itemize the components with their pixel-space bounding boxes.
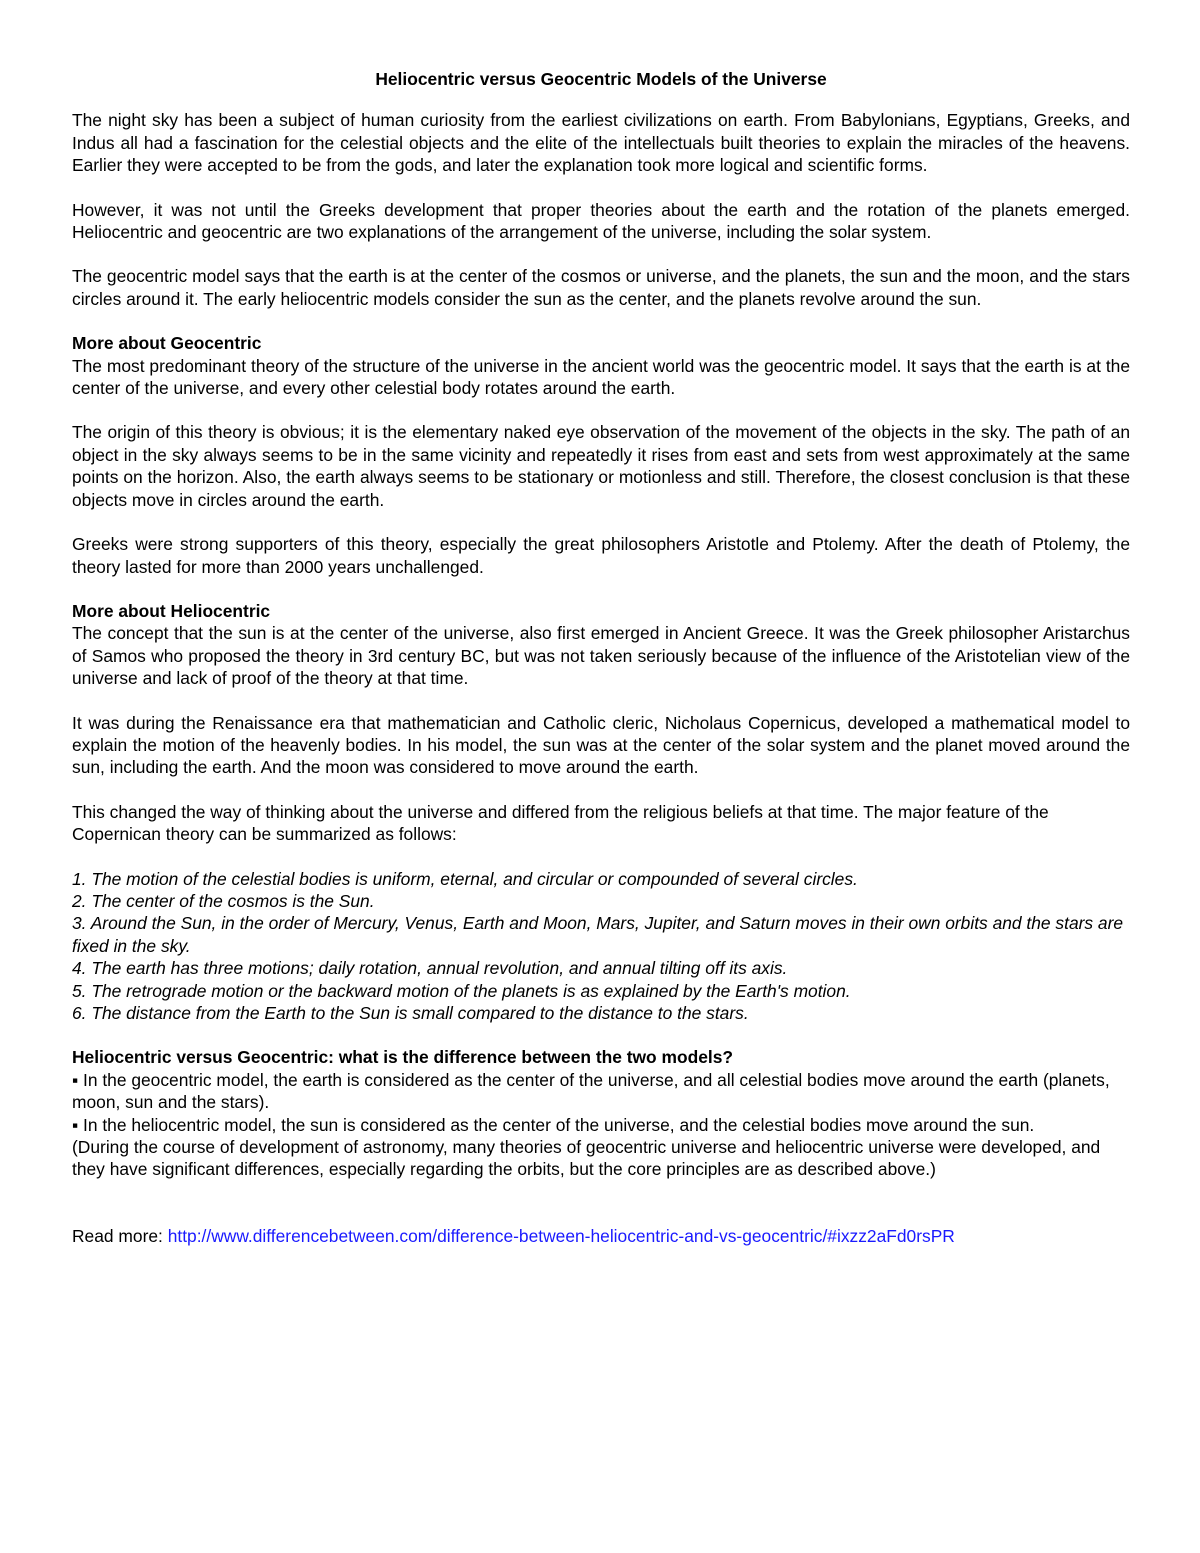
read-more-line: [72, 1225, 1130, 1247]
difference-heading: Heliocentric versus Geocentric: what is the difference between the two models?: [72, 1047, 734, 1068]
difference-section: [72, 1046, 1130, 1180]
copernican-features-list: [72, 868, 1130, 1025]
difference-note: (During the course of development of astronomy, many theories of geocentric universe and heliocentric universe were developed, and they have significant differences, especially regarding the orbits, but the core principles are as described above.): [72, 1137, 1101, 1180]
list-item: 2. The center of the cosmos is the Sun.: [72, 890, 375, 911]
list-item: 3. Around the Sun, in the order of Mercury, Venus, Earth and Moon, Mars, Jupiter, and Saturn moves in their own orbits and the stars are fixed in the sky.: [72, 913, 1124, 956]
document-title: Heliocentric versus Geocentric Models of the Universe: [375, 69, 827, 89]
intro-paragraph-3: The geocentric model says that the earth is at the center of the cosmos or universe, and the planets, the sun and the moon, and the stars circles around it. The early heliocentric models consider the sun as the center, and the planets revolve around the sun.: [72, 266, 1130, 309]
heliocentric-heading: More about Heliocentric: [72, 600, 271, 621]
intro-paragraph-2: However, it was not until the Greeks development that proper theories about the earth and the rotation of the planets emerged. Heliocentric and geocentric are two explanations of the arrangement of the universe, including the solar system.: [72, 199, 1130, 243]
list-item: 6. The distance from the Earth to the Sun is small compared to the distance to the stars.: [72, 1003, 749, 1023]
document-page: [72, 68, 1130, 1247]
intro-paragraph-1: The night sky has been a subject of human curiosity from the earliest civilizations on earth. From Babylonians, Egyptians, Greeks, and Indus all had a fascination for the celestial objects and the elite of the intellectuals built theories to explain the miracles of the heavens. Earlier they were accepted to be from the gods, and later the explanation took more logical and scientific forms.: [72, 110, 1130, 176]
geocentric-paragraph-2: The origin of this theory is obvious; it is the elementary naked eye observation of the movement of the objects in the sky. The path of an object in the sky always seems to be in the same vicinity and repeatedly it rises from east and sets from west approximately at the same points on the horizon. Also, the earth always seems to be stationary or motionless and still. Therefore, the closest conclusion is that these objects move in circles around the earth.: [72, 422, 1130, 510]
geocentric-heading: More about Geocentric: [72, 333, 262, 354]
list-item: ▪ In the heliocentric model, the sun is considered as the center of the universe, and the celestial bodies move around the sun.: [72, 1114, 1035, 1135]
list-item: 4. The earth has three motions; daily rotation, annual revolution, and annual tilting off its axis.: [72, 958, 788, 979]
read-more-label: Read more:: [72, 1225, 168, 1246]
geocentric-section: [72, 332, 1130, 578]
heliocentric-paragraph-1: The concept that the sun is at the center of the universe, also first emerged in Ancient Greece. It was the Greek philosopher Aristarchus of Samos who proposed the theory in 3rd century BC, but was not taken seriously because of the influence of the Aristotelian view of the universe and lack of proof of the theory at that time.: [72, 623, 1130, 689]
geocentric-paragraph-1: The most predominant theory of the structure of the universe in the ancient world was the geocentric model. It says that the earth is at the center of the universe, and every other celestial body rotates around the earth.: [72, 355, 1130, 399]
source-link[interactable]: http://www.differencebetween.com/difference-between-heliocentric-and-vs-geocentric/#ixzz2aFd0rsPR: [167, 1225, 955, 1246]
list-item: ▪ In the geocentric model, the earth is considered as the center of the universe, and all celestial bodies move around the earth (planets, moon, sun and the stars).: [72, 1069, 1110, 1113]
list-item: 5. The retrograde motion or the backward motion of the planets is as explained by the Earth's motion.: [72, 980, 851, 1001]
list-item: 1. The motion of the celestial bodies is uniform, eternal, and circular or compounded of several circles.: [72, 868, 858, 889]
heliocentric-section: [72, 600, 1130, 1025]
heliocentric-paragraph-3: This changed the way of thinking about the universe and differed from the religious beliefs at that time. The major feature of the Copernican theory can be summarized as follows:: [72, 801, 1049, 845]
heliocentric-paragraph-2: It was during the Renaissance era that mathematician and Catholic cleric, Nicholaus Copernicus, developed a mathematical model to explain the motion of the heavenly bodies. In his model, the sun was at the center of the solar system and the planet moved around the sun, including the earth. And the moon was considered to move around the earth.: [72, 712, 1130, 778]
geocentric-paragraph-3: Greeks were strong supporters of this theory, especially the great philosophers Aristotle and Ptolemy. After the death of Ptolemy, the theory lasted for more than 2000 years unchallenged.: [72, 534, 1130, 577]
